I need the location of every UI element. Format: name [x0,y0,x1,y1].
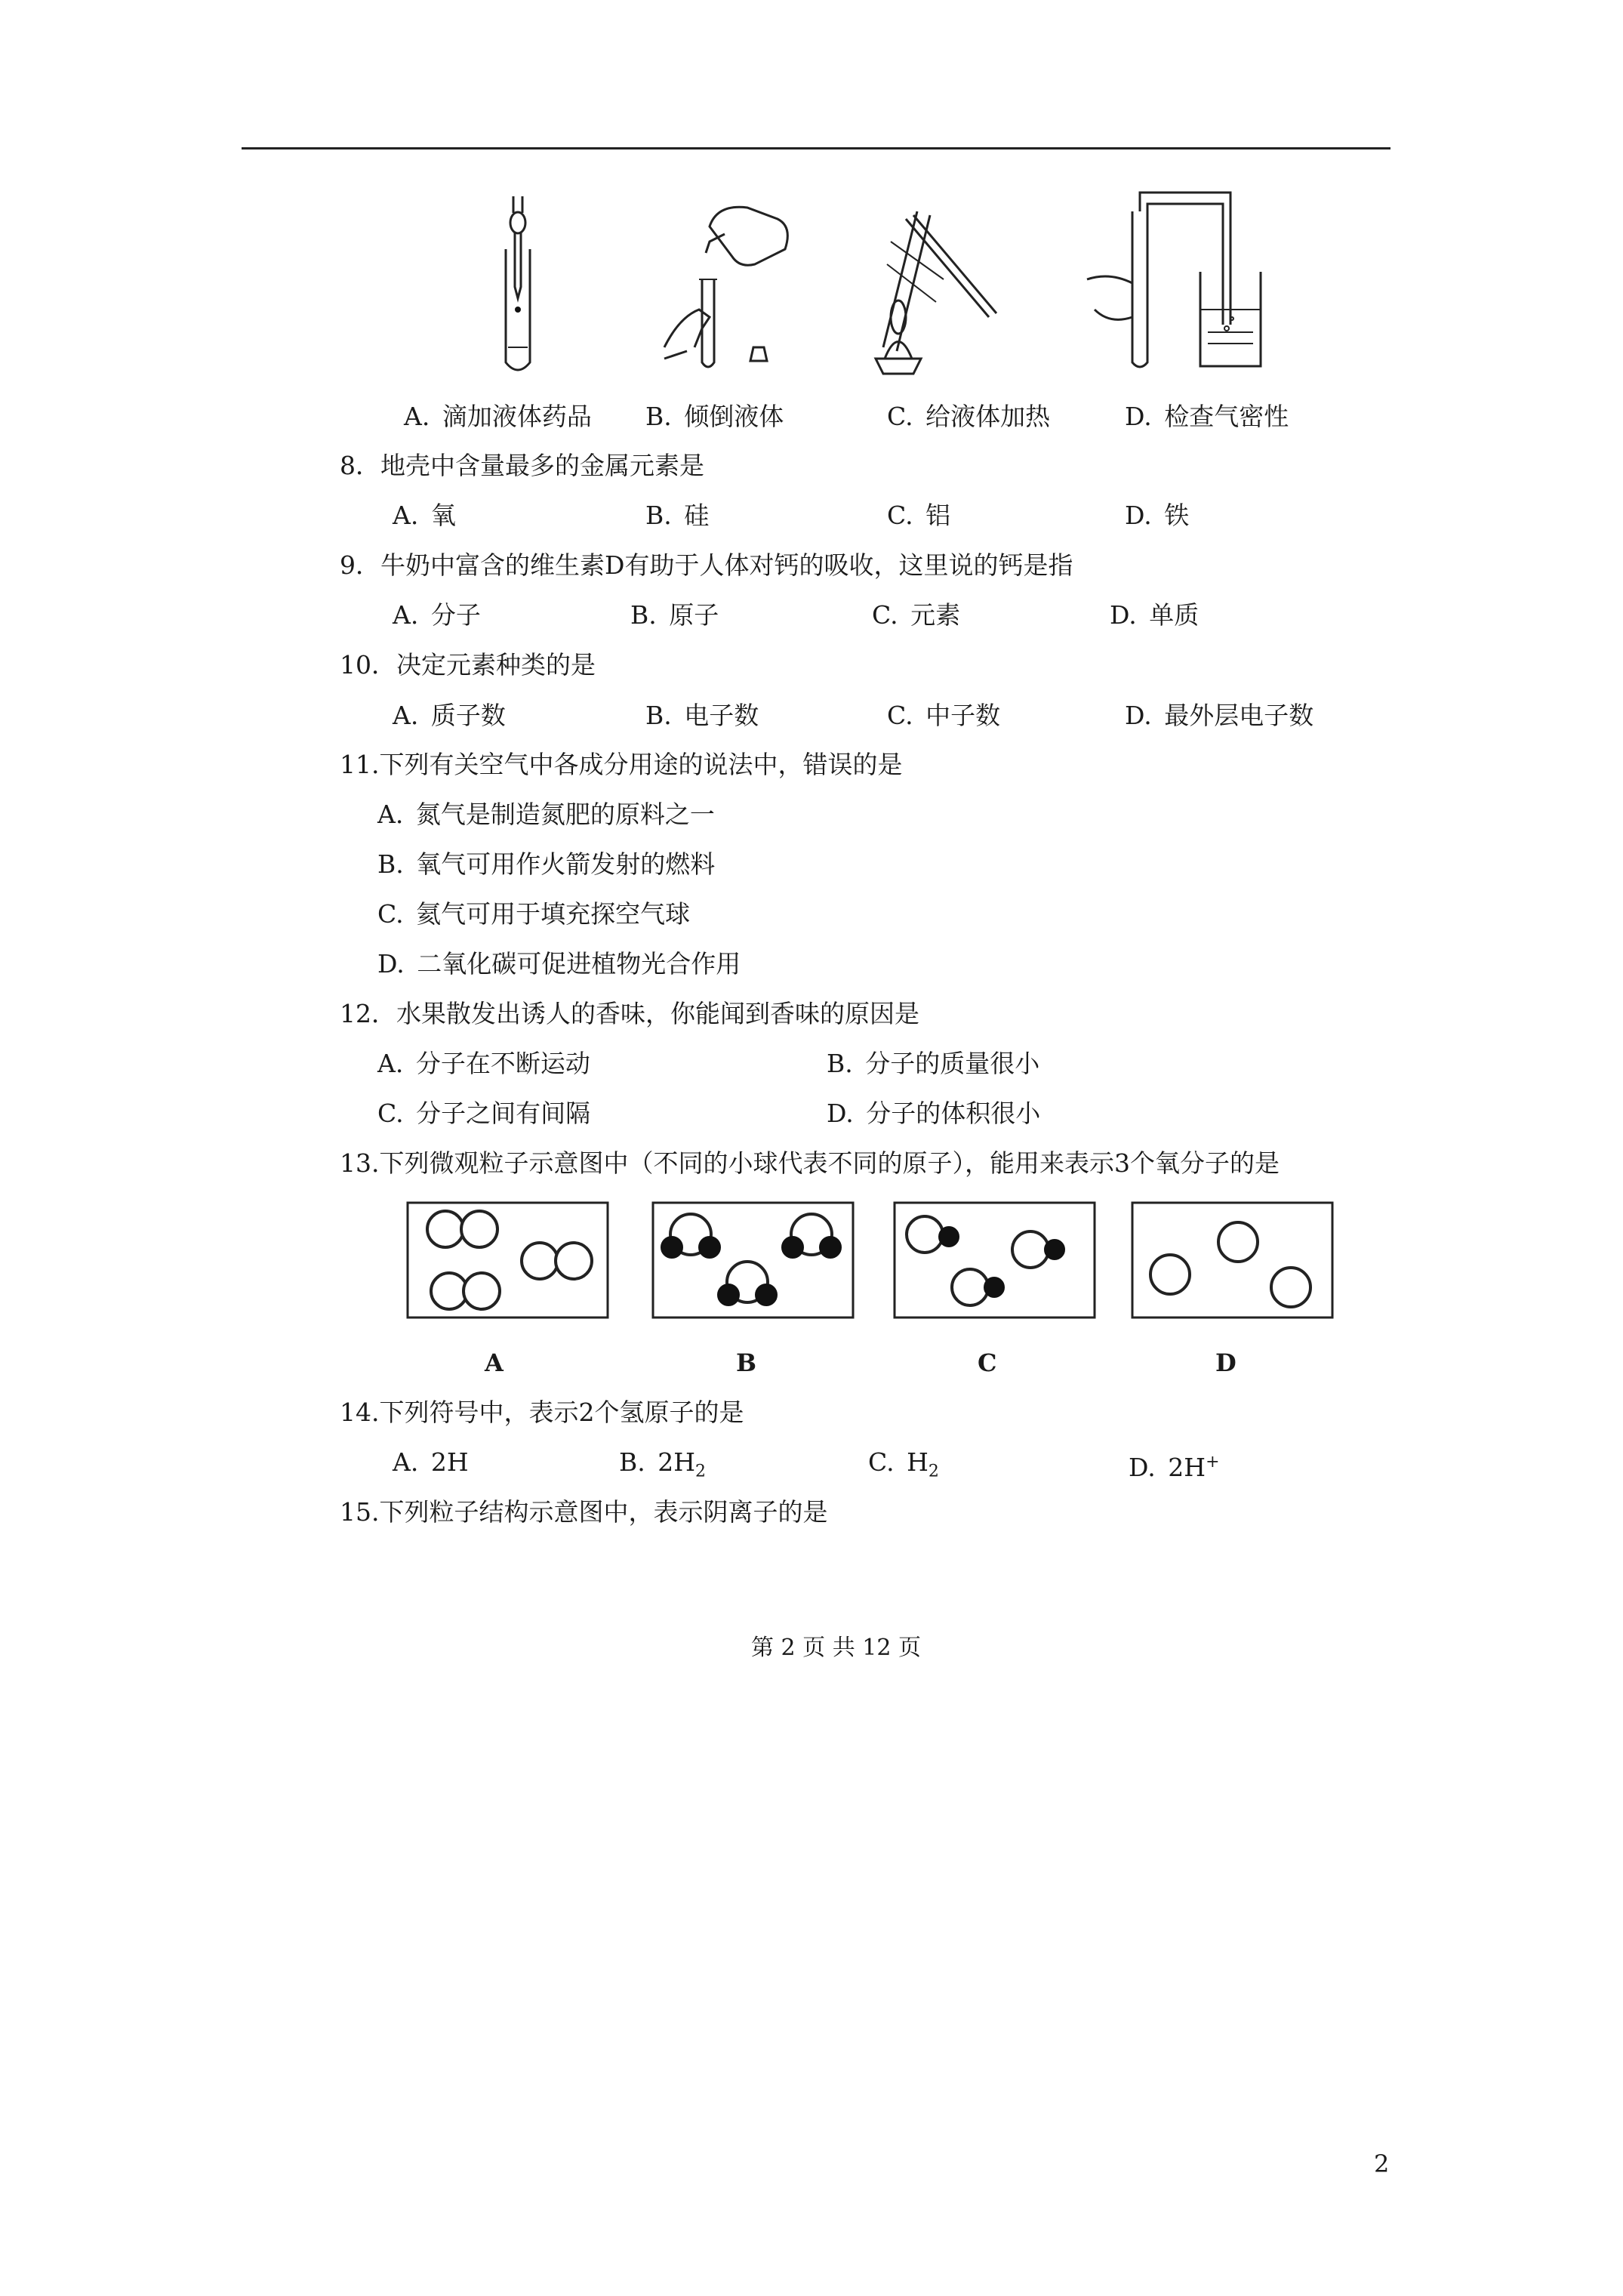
q10-stem: 10．决定元素种类的是 [340,650,596,680]
q7-option-a: A. 滴加液体药品 [404,402,592,431]
q13-figure-label-c: C [978,1348,997,1377]
q12-stem: 12．水果散发出诱人的香味，你能闻到香味的原因是 [340,999,919,1028]
diagram-b [653,1203,853,1318]
q13-figure-label-a: A [485,1348,504,1377]
q12-option-b: B. 分子的质量很小 [827,1049,1040,1078]
q15-stem: 15.下列粒子结构示意图中，表示阴离子的是 [340,1497,828,1527]
q11-option-c: C. 氦气可用于填充探空气球 [377,899,691,929]
q8-option-b: B. 硅 [645,501,710,530]
q10-option-d: D. 最外层电子数 [1125,701,1314,730]
q10-option-c: C. 中子数 [887,701,1001,730]
airtightness-check-figure [1087,193,1261,367]
q14-option-c: C. $H_2$ [868,1447,939,1481]
q14-option-d: D. 2H+ [1129,1453,1220,1482]
heating-liquid-figure [876,211,996,374]
diagram-a [408,1203,608,1318]
particle-diagrams [404,1200,1332,1329]
q11-option-a: A. 氮气是制造氮肥的原料之一 [377,800,715,829]
dropper-test-tube-figure [506,196,530,370]
q13-figure-label-d: D [1215,1348,1236,1377]
q7-option-b: B. 倾倒液体 [645,402,784,431]
q9-option-a: A. 分子 [393,600,481,630]
q7-option-c: C. 给液体加热 [887,402,1051,431]
q8-stem: 8．地壳中含量最多的金属元素是 [340,451,704,480]
q14-stem: 14.下列符号中，表示2个氢原子的是 [340,1398,744,1427]
apparatus-illustrations [483,196,1389,378]
q8-option-a: A. 氧 [393,501,456,530]
q10-option-b: B. 电子数 [645,701,759,730]
q7-option-d: D. 检查气密性 [1125,402,1289,431]
q9-option-b: B. 原子 [630,600,719,630]
q9-stem: 9．牛奶中富含的维生素D有助于人体对钙的吸收，这里说的钙是指 [340,550,1073,580]
q8-option-d: D. 铁 [1125,501,1190,530]
q13-stem: 13.下列微观粒子示意图中（不同的小球代表不同的原子），能用来表示3个氧分子的是 [340,1148,1280,1178]
q11-option-d: D. 二氧化碳可促进植物光合作用 [377,949,741,978]
q9-option-d: D. 单质 [1110,600,1200,630]
diagram-d [1132,1203,1332,1318]
diagram-c [895,1203,1095,1318]
apparatus-figure [483,196,1389,378]
q14-option-a: A. 2H [393,1447,469,1477]
q14-option-b: B. $2H_2$ [619,1447,707,1481]
q8-option-c: C. 铝 [887,501,951,530]
q10-option-a: A. 质子数 [393,701,506,730]
q12-option-c: C. 分子之间有间隔 [377,1099,591,1128]
particle-diagram-svg [404,1200,1332,1329]
q12-option-d: D. 分子的体积很小 [827,1099,1041,1128]
page-footer: 第 2 页 共 12 页 [751,1635,921,1661]
q9-option-c: C. 元素 [872,600,961,630]
q11-stem: 11.下列有关空气中各成分用途的说法中，错误的是 [340,750,903,779]
pouring-liquid-figure [664,207,787,367]
header-rule [242,147,1390,149]
page-number: 2 [1374,2150,1390,2178]
q11-option-b: B. 氧气可用作火箭发射的燃料 [377,849,716,879]
q13-figure-label-b: B [736,1348,757,1377]
q12-option-a: A. 分子在不断运动 [377,1049,590,1078]
